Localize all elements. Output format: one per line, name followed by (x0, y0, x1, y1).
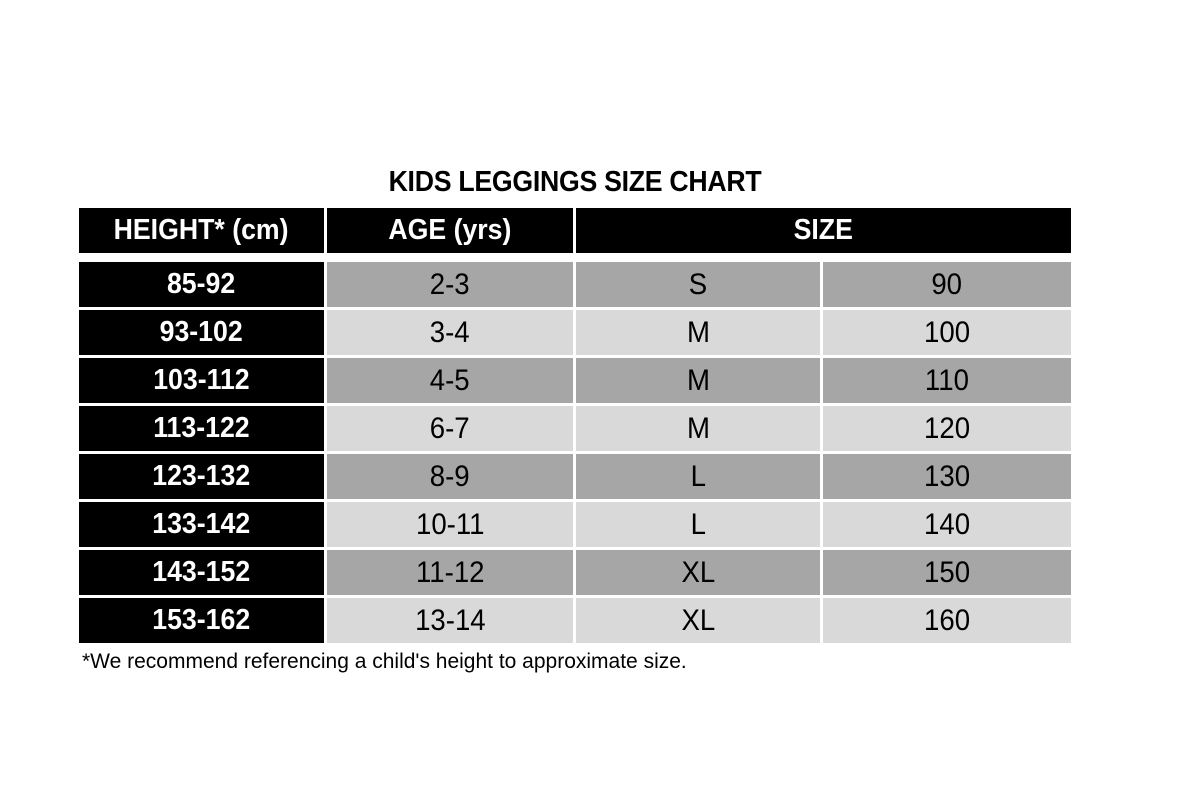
table-row (79, 454, 1071, 499)
header-size: SIZE (576, 208, 1071, 253)
height-cell: 93-102 (79, 310, 324, 355)
size-number-cell: 120 (823, 406, 1071, 451)
height-cell: 113-122 (79, 406, 324, 451)
height-cell: 153-162 (79, 598, 324, 643)
size-letter-cell: M (576, 310, 820, 355)
footnote: *We recommend referencing a child's height to approximate size. (82, 650, 687, 673)
age-cell: 8-9 (327, 454, 573, 499)
age-cell: 13-14 (327, 598, 573, 643)
table-row (79, 406, 1071, 451)
size-number-cell: 160 (823, 598, 1071, 643)
age-cell: 4-5 (327, 358, 573, 403)
size-letter-cell: XL (576, 598, 820, 643)
size-letter-cell: XL (576, 550, 820, 595)
size-letter-cell: L (576, 454, 820, 499)
size-number-cell: 140 (823, 502, 1071, 547)
height-cell: 123-132 (79, 454, 324, 499)
size-number-cell: 130 (823, 454, 1071, 499)
size-number-cell: 150 (823, 550, 1071, 595)
table-row (79, 502, 1071, 547)
size-table (79, 208, 1071, 646)
age-cell: 3-4 (327, 310, 573, 355)
size-letter-cell: S (576, 262, 820, 307)
height-cell: 143-152 (79, 550, 324, 595)
age-cell: 11-12 (327, 550, 573, 595)
header-height: HEIGHT* (cm) (79, 208, 324, 253)
chart-title: KIDS LEGGINGS SIZE CHART (388, 166, 762, 198)
size-letter-cell: M (576, 358, 820, 403)
size-letter-cell: L (576, 502, 820, 547)
age-cell: 6-7 (327, 406, 573, 451)
table-row (79, 598, 1071, 643)
table-row (79, 550, 1071, 595)
table-row (79, 358, 1071, 403)
table-row (79, 310, 1071, 355)
height-cell: 133-142 (79, 502, 324, 547)
size-number-cell: 100 (823, 310, 1071, 355)
size-number-cell: 110 (823, 358, 1071, 403)
header-age: AGE (yrs) (327, 208, 573, 253)
height-cell: 85-92 (79, 262, 324, 307)
height-cell: 103-112 (79, 358, 324, 403)
age-cell: 2-3 (327, 262, 573, 307)
age-cell: 10-11 (327, 502, 573, 547)
table-row (79, 262, 1071, 307)
header-row (79, 208, 1071, 253)
size-number-cell: 90 (823, 262, 1071, 307)
size-letter-cell: M (576, 406, 820, 451)
